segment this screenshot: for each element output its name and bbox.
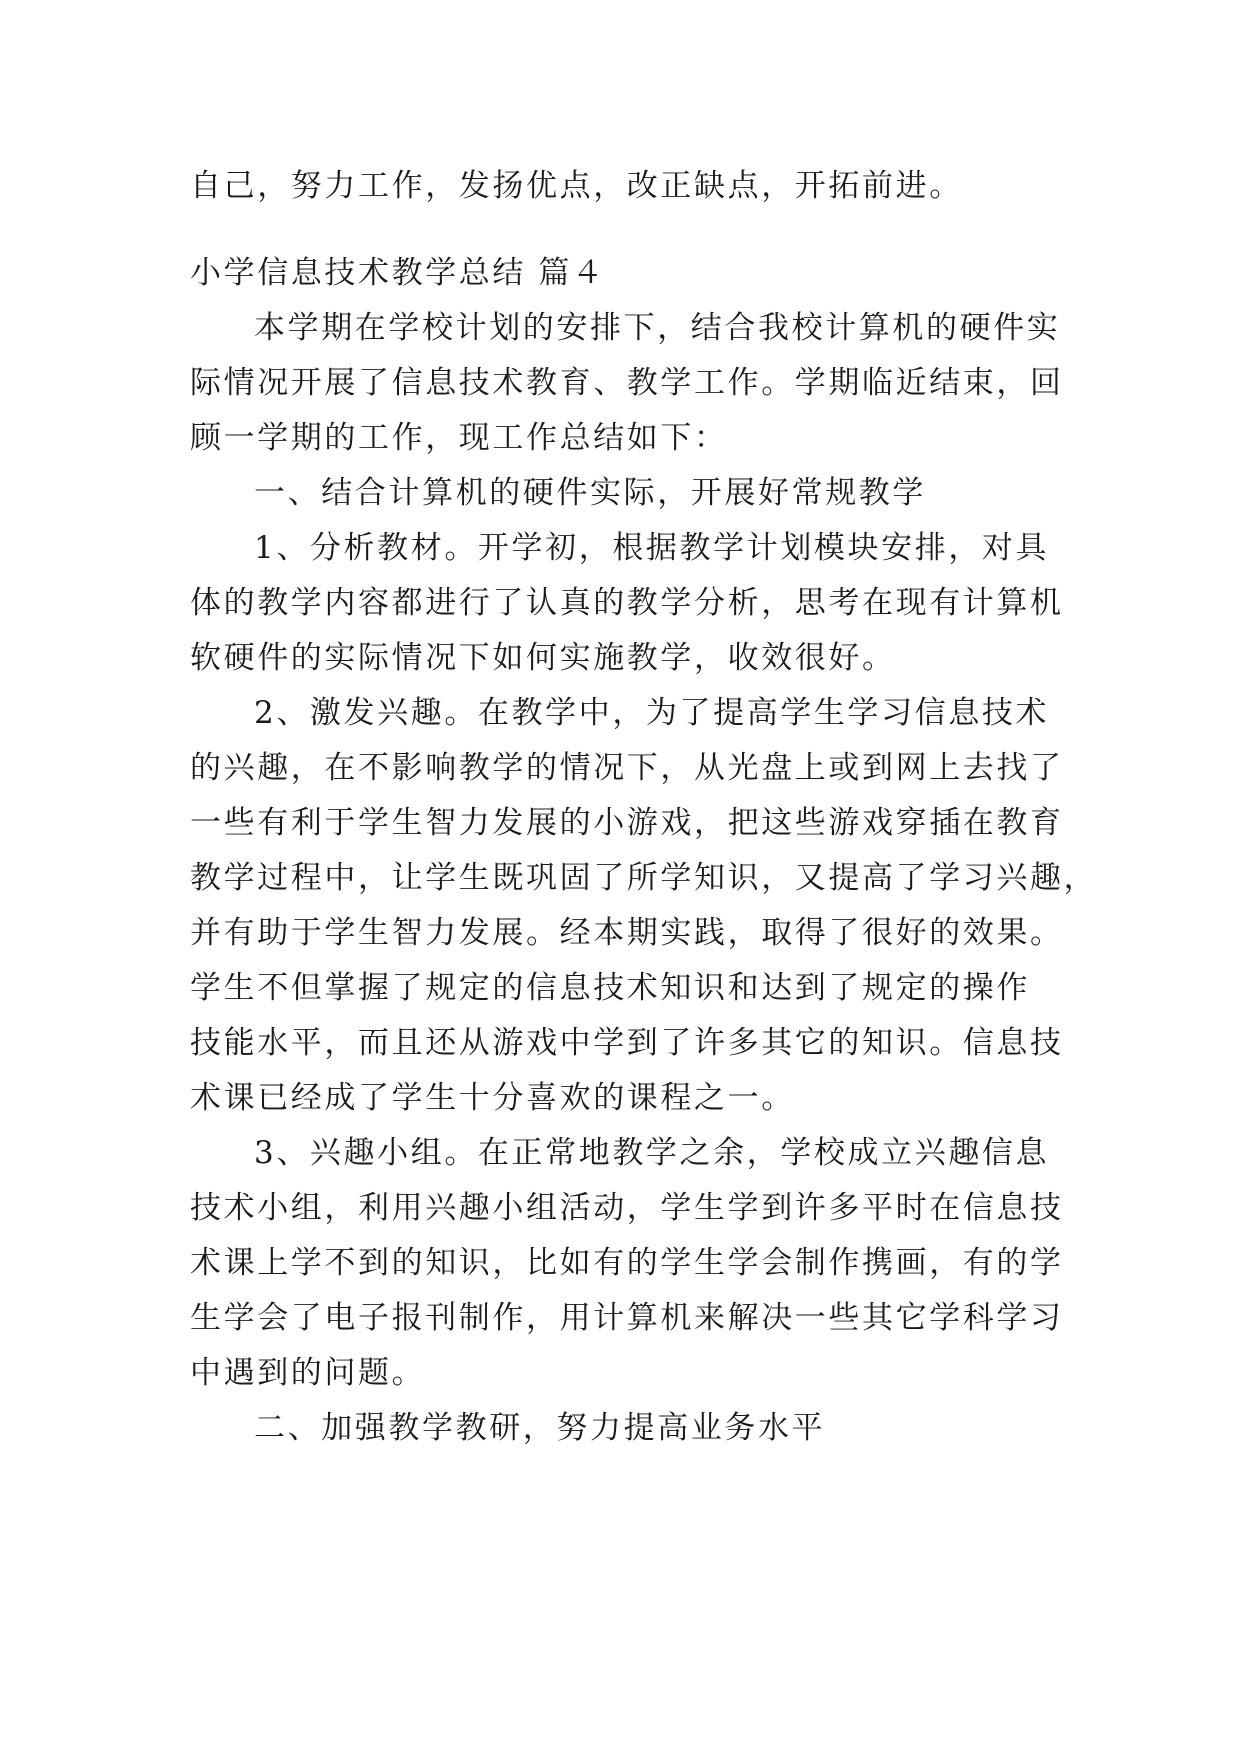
text-line-item-3: 3、兴趣小组。在正常地教学之余，学校成立兴趣信息: [254, 1135, 1050, 1171]
text-line-intro: 本学期在学校计划的安排下，结合我校计算机的硬件实: [254, 310, 1061, 346]
text-line-item-3: 生学会了电子报刊制作，用计算机来解决一些其它学科学习: [190, 1300, 1064, 1336]
text-line-item-2: 2、激发兴趣。在教学中，为了提高学生学习信息技术: [254, 695, 1050, 731]
text-line-item-1: 软硬件的实际情况下如何实施教学，收效很好。: [190, 640, 896, 676]
text-line-item-1: 体的教学内容都进行了认真的教学分析，思考在现有计算机: [190, 585, 1064, 621]
text-line-item-2: 的兴趣，在不影响教学的情况下，从光盘上或到网上去找了: [190, 750, 1064, 786]
text-line-item-2: 技能水平，而且还从游戏中学到了许多其它的知识。信息技: [190, 1025, 1064, 1061]
text-line-item-2: 术课已经成了学生十分喜欢的课程之一。: [190, 1080, 795, 1116]
text-line-item-2: 一些有利于学生智力发展的小游戏，把这些游戏穿插在教育: [190, 805, 1064, 841]
text-line-intro: 顾一学期的工作，现工作总结如下：: [190, 420, 728, 456]
text-line-item-3: 技术小组，利用兴趣小组活动，学生学到许多平时在信息技: [190, 1190, 1064, 1226]
text-line-item-2: 教学过程中，让学生既巩固了所学知识，又提高了学习兴趣，: [190, 860, 1098, 896]
heading-part-one: 一、结合计算机的硬件实际，开展好常规教学: [254, 475, 926, 511]
heading-part-two: 二、加强教学教研，努力提高业务水平: [254, 1410, 826, 1446]
text-line-intro: 际情况开展了信息技术教育、教学工作。学期临近结束，回: [190, 365, 1064, 401]
section-title: 小学信息技术教学总结 篇４: [190, 255, 606, 291]
text-line-item-3: 中遇到的问题。: [190, 1355, 426, 1391]
text-line-closing: 自己，努力工作，发扬优点，改正缺点，开拓前进。: [190, 168, 963, 204]
text-line-item-2: 学生不但掌握了规定的信息技术知识和达到了规定的操作: [190, 970, 1030, 1006]
text-line-item-3: 术课上学不到的知识，比如有的学生学会制作携画，有的学: [190, 1245, 1064, 1281]
text-line-item-2: 并有助于学生智力发展。经本期实践，取得了很好的效果。: [190, 915, 1064, 951]
text-line-item-1: 1、分析教材。开学初，根据教学计划模块安排，对具: [254, 530, 1050, 566]
